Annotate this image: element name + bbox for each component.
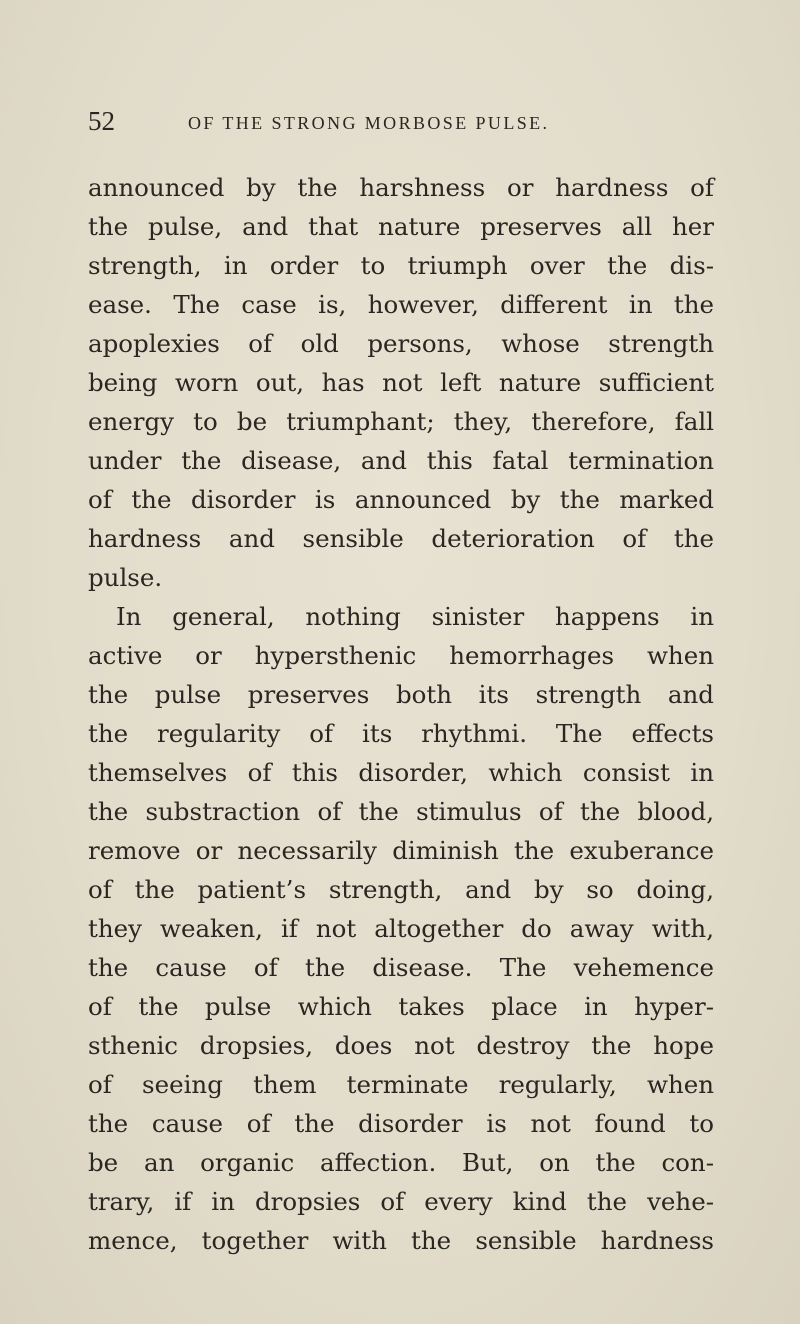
text-line: trary, if in dropsies of every kind the vehe-: [88, 1187, 714, 1216]
text-line: the cause of the disorder is not found to: [88, 1109, 714, 1138]
body-text: [88, 168, 714, 1260]
text-line: the pulse preserves both its strength and: [88, 680, 714, 709]
page-header: [88, 104, 718, 138]
text-line: announced by the harshness or hardness of: [88, 173, 714, 202]
running-head: OF THE STRONG MORBOSE PULSE.: [188, 113, 550, 133]
text-line: apoplexies of old persons, whose strength: [88, 329, 714, 358]
text-line: sthenic dropsies, does not destroy the hope: [88, 1031, 714, 1060]
text-line: under the disease, and this fatal termination: [88, 446, 714, 475]
text-line: of the patient’s strength, and by so doing,: [88, 875, 714, 904]
text-line: the regularity of its rhythmi. The effects: [88, 719, 714, 748]
text-line: the cause of the disease. The vehemence: [88, 953, 714, 982]
text-line: of the pulse which takes place in hyper-: [88, 992, 714, 1021]
text-line: the pulse, and that nature preserves all her: [88, 212, 714, 241]
text-line: the substraction of the stimulus of the blood,: [88, 797, 714, 826]
text-line: mence, together with the sensible hardness: [88, 1226, 714, 1255]
text-line: be an organic affection. But, on the con-: [88, 1148, 714, 1177]
paragraph-end-line: pulse.: [88, 563, 163, 592]
text-line: ease. The case is, however, different in the: [88, 290, 714, 319]
text-line: strength, in order to triumph over the dis-: [88, 251, 714, 280]
text-line: of seeing them terminate regularly, when: [88, 1070, 714, 1099]
text-line: active or hypersthenic hemorrhages when: [88, 641, 714, 670]
page-number: 52: [88, 106, 115, 136]
text-line: energy to be triumphant; they, therefore, fall: [88, 407, 714, 436]
text-line: themselves of this disorder, which consist in: [88, 758, 714, 787]
text-line: of the disorder is announced by the marked: [88, 485, 714, 514]
text-line: being worn out, has not left nature sufficient: [88, 368, 714, 397]
text-line: they weaken, if not altogether do away with,: [88, 914, 714, 943]
text-line: hardness and sensible deterioration of the: [88, 524, 714, 553]
text-line: remove or necessarily diminish the exuberance: [88, 836, 714, 865]
paragraph-start-line: In general, nothing sinister happens in: [116, 602, 714, 631]
